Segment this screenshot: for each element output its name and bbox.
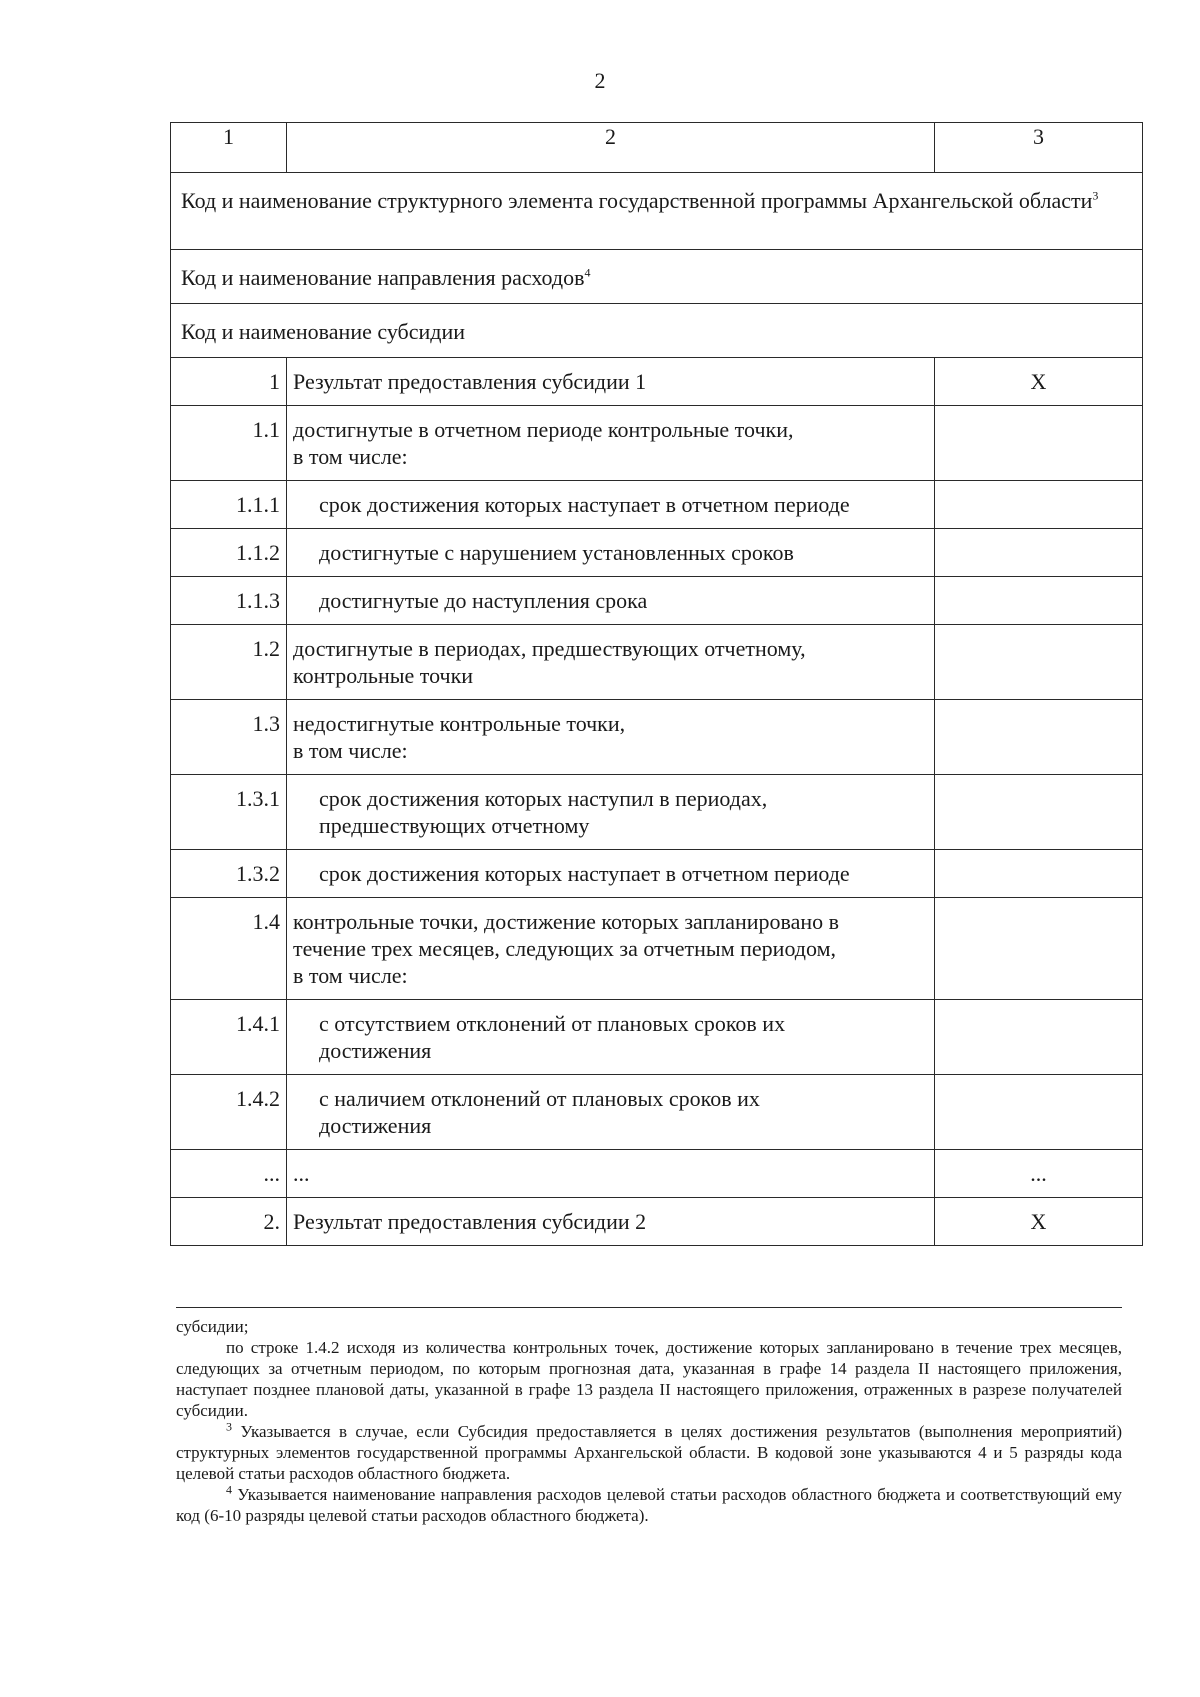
row-description-text: достигнутые в периодах, предшествующих отчетному, контрольные точки (293, 636, 806, 688)
table-row (171, 1075, 1143, 1150)
row-value (935, 1000, 1143, 1075)
row-description (287, 775, 935, 850)
row-number: 2. (171, 1198, 287, 1246)
table-row (171, 1198, 1143, 1246)
table-row (171, 700, 1143, 775)
row-description-text: Результат предоставления субсидии 1 (293, 369, 647, 394)
row-value: X (935, 1198, 1143, 1246)
row-description (287, 406, 935, 481)
table-row (171, 775, 1143, 850)
table-row (171, 898, 1143, 1000)
expense-direction-cell: Код и наименование направления расходов$^4$ (171, 250, 1143, 304)
structural-element-cell: Код и наименование структурного элемента государственной программы Архангельской области$^3$ (171, 173, 1143, 250)
row-description (287, 529, 935, 577)
row-description (287, 850, 935, 898)
footnote-continuation: субсидии; (176, 1317, 249, 1336)
row-value (935, 625, 1143, 700)
row-number: ... (171, 1150, 287, 1198)
row-description-text: недостигнутые контрольные точки, в том числе: (293, 711, 626, 763)
row-description-text: срок достижения которых наступает в отчетном периоде (319, 861, 850, 886)
subsidy-row (171, 304, 1143, 358)
row-number: 1.3.1 (171, 775, 287, 850)
row-description-text: срок достижения которых наступает в отчетном периоде (319, 492, 850, 517)
table-row (171, 1000, 1143, 1075)
row-description (287, 1150, 935, 1198)
header-row (171, 123, 1143, 173)
table-row (171, 406, 1143, 481)
row-value: X (935, 358, 1143, 406)
header-cell-1: 1 (171, 123, 287, 173)
row-value (935, 898, 1143, 1000)
row-value (935, 577, 1143, 625)
row-number: 1.3 (171, 700, 287, 775)
row-description (287, 481, 935, 529)
row-description-text: Результат предоставления субсидии 2 (293, 1209, 647, 1234)
row-value (935, 481, 1143, 529)
row-description (287, 1075, 935, 1150)
row-number: 1 (171, 358, 287, 406)
row-number: 1.1.1 (171, 481, 287, 529)
row-value (935, 700, 1143, 775)
table-row (171, 850, 1143, 898)
row-value (935, 529, 1143, 577)
row-value (935, 1075, 1143, 1150)
row-description (287, 898, 935, 1000)
table-row (171, 577, 1143, 625)
header-cell-2: 2 (287, 123, 935, 173)
table-row (171, 529, 1143, 577)
row-number: 1.1 (171, 406, 287, 481)
row-number: 1.4.1 (171, 1000, 287, 1075)
table-row (171, 481, 1143, 529)
row-description-text: достигнутые с нарушением установленных сроков (319, 540, 794, 565)
row-description-text: ... (293, 1161, 310, 1186)
row-description (287, 700, 935, 775)
footnote-4: $^4$ Указывается наименование направления расходов целевой статьи расходов областного бюджета и соответствующий ему код (6-10 разряды целевой статьи расходов областного бюджета). (176, 1482, 1123, 1525)
page-number: 2 (594, 68, 606, 93)
row-number: 1.4 (171, 898, 287, 1000)
row-value: ... (935, 1150, 1143, 1198)
row-description (287, 1198, 935, 1246)
report-table (170, 122, 1143, 1246)
row-number: 1.1.2 (171, 529, 287, 577)
row-value (935, 775, 1143, 850)
row-number: 1.2 (171, 625, 287, 700)
row-description-text: достигнутые в отчетном периоде контрольные точки, в том числе: (293, 417, 794, 469)
row-description-text: с отсутствием отклонений от плановых сроков их достижения (319, 1011, 786, 1063)
table-row (171, 625, 1143, 700)
structural-element-row (171, 173, 1143, 250)
footnote-3: $^3$ Указывается в случае, если Субсидия предоставляется в целях достижения результатов (выполнения мероприятий) структурных элементов государственной программы Архангельской области. В кодовой зоне указываются 4 и 5 разряды кода целевой статьи расходов областного бюджета. (176, 1419, 1122, 1483)
expense-direction-row (171, 250, 1143, 304)
row-description-text: контрольные точки, достижение которых запланировано в течение трех месяцев, следующих за отчетным периодом, в том числе: (293, 909, 840, 988)
row-description (287, 1000, 935, 1075)
row-description-text: срок достижения которых наступил в периодах, предшествующих отчетному (319, 786, 768, 838)
subsidy-cell: Код и наименование субсидии (171, 304, 1143, 358)
row-description (287, 625, 935, 700)
row-number: 1.3.2 (171, 850, 287, 898)
table-row (171, 358, 1143, 406)
row-description (287, 358, 935, 406)
row-value (935, 850, 1143, 898)
footnotes (176, 1316, 1122, 1526)
row-number: 1.1.3 (171, 577, 287, 625)
row-description-text: достигнутые до наступления срока (319, 588, 648, 613)
footnote-row-1-4-2: по строке 1.4.2 исходя из количества контрольных точек, достижение которых запланировано в течение трех месяцев, следующих за отчетным периодом, по которым прогнозная дата, указанная в графе 14 раздела II настоящего приложения, наступает позднее плановой даты, указанной в графе 13 раздела II настоящего приложения, отраженных в разрезе получателей субсидии. (176, 1338, 1122, 1420)
header-cell-3: 3 (935, 123, 1143, 173)
table-row (171, 1150, 1143, 1198)
footnote-separator (176, 1307, 1122, 1308)
row-description-text: с наличием отклонений от плановых сроков их достижения (319, 1086, 760, 1138)
row-value (935, 406, 1143, 481)
row-description (287, 577, 935, 625)
row-number: 1.4.2 (171, 1075, 287, 1150)
